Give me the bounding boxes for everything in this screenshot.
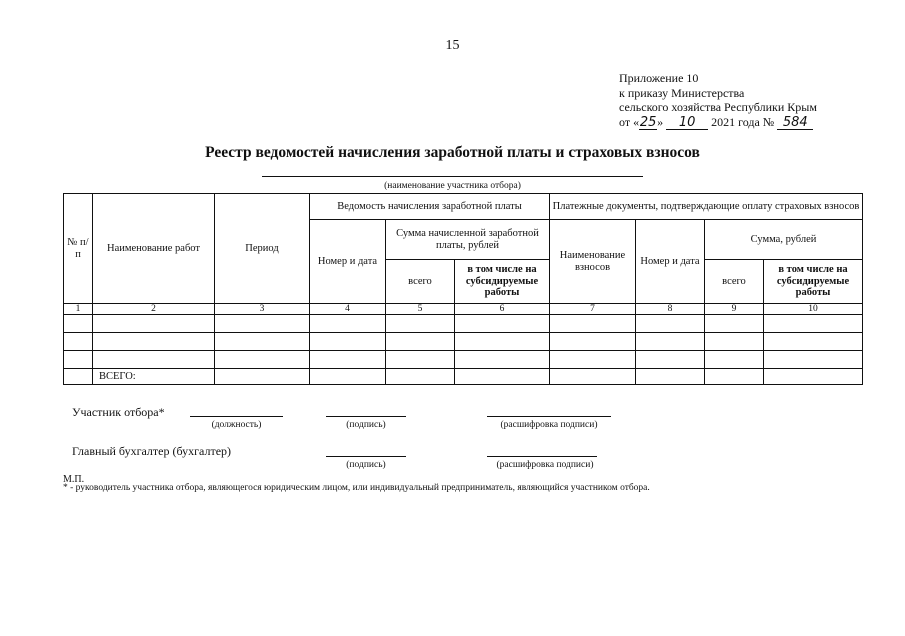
table-cell[interactable] (386, 333, 455, 351)
table-cell[interactable] (64, 333, 93, 351)
table-cell[interactable] (764, 315, 863, 333)
table-cell[interactable] (455, 351, 550, 369)
table-cell[interactable] (455, 333, 550, 351)
table-cell[interactable] (636, 351, 705, 369)
header-payroll-group: Ведомость начисления заработной платы (310, 194, 550, 220)
table-cell[interactable] (93, 315, 215, 333)
signature-line (326, 416, 406, 417)
header-payments-number-date: Номер и дата (636, 220, 705, 304)
table-cell[interactable] (215, 351, 310, 369)
appendix-block (619, 71, 817, 130)
table-cell[interactable] (93, 351, 215, 369)
column-number: 6 (455, 304, 550, 315)
date-mid: » (657, 114, 664, 129)
table-cell[interactable] (705, 351, 764, 369)
header-payroll-total: всего (386, 260, 455, 304)
table-cell[interactable] (215, 369, 310, 385)
header-number: № п/п (64, 194, 93, 304)
header-payments-name: Наименование взносов (550, 220, 636, 304)
position-line (190, 416, 283, 417)
table-cell[interactable] (550, 369, 636, 385)
table-cell[interactable] (764, 333, 863, 351)
column-number: 4 (310, 304, 386, 315)
table-cell[interactable] (64, 315, 93, 333)
signature-caption-2: (подпись) (346, 460, 386, 470)
total-row (64, 369, 863, 385)
table-cell[interactable] (636, 333, 705, 351)
participant-name-line (262, 176, 643, 177)
header-work-name: Наименование работ (93, 194, 215, 304)
column-number: 9 (705, 304, 764, 315)
header-payroll-subsidized: в том числе на субсидируемые работы (455, 260, 550, 304)
table-cell[interactable] (550, 315, 636, 333)
stamp-place: М.П. (63, 474, 85, 485)
date-prefix: от « (619, 114, 640, 129)
signature-line-2 (326, 456, 406, 457)
table-cell[interactable] (764, 369, 863, 385)
table-cell[interactable] (386, 351, 455, 369)
column-number-row (64, 304, 863, 315)
table-cell[interactable] (455, 315, 550, 333)
position-caption: (должность) (211, 420, 262, 430)
table-cell[interactable] (310, 315, 386, 333)
table-cell[interactable] (64, 369, 93, 385)
appendix-line-2: к приказу Министерства (619, 85, 745, 100)
decoding-line (487, 416, 611, 417)
order-date-line (619, 115, 817, 130)
participant-caption: (наименование участника отбора) (384, 181, 521, 191)
decoding-caption-2: (расшифровка подписи) (496, 460, 594, 470)
column-number: 2 (93, 304, 215, 315)
table-row (64, 315, 863, 333)
header-payments-group: Платежные документы, подтверждающие оплату страховых взносов (550, 194, 863, 220)
table-cell[interactable] (64, 351, 93, 369)
table-cell[interactable] (705, 315, 764, 333)
accountant-signature-label: Главный бухгалтер (бухгалтер) (72, 444, 232, 458)
document-title: Реестр ведомостей начисления заработной платы и страховых взносов (205, 144, 700, 161)
decoding-caption: (расшифровка подписи) (500, 420, 598, 430)
header-payroll-number-date: Номер и дата (310, 220, 386, 304)
page-number: 15 (445, 38, 460, 53)
header-period: Период (215, 194, 310, 304)
column-number: 5 (386, 304, 455, 315)
header-payments-sum: Сумма, рублей (705, 220, 863, 260)
column-number: 10 (764, 304, 863, 315)
decoding-line-2 (487, 456, 597, 457)
table-cell[interactable] (386, 369, 455, 385)
handwritten-order-number: 584 (777, 117, 813, 130)
table-cell[interactable] (215, 315, 310, 333)
table-cell[interactable] (386, 315, 455, 333)
signature-caption: (подпись) (346, 420, 386, 430)
total-label: ВСЕГО: (93, 369, 215, 385)
date-year: 2021 года № (711, 114, 775, 129)
table-cell[interactable] (764, 351, 863, 369)
table-cell[interactable] (705, 333, 764, 351)
column-number: 3 (215, 304, 310, 315)
header-payments-total: всего (705, 260, 764, 304)
table-cell[interactable] (550, 351, 636, 369)
appendix-line-3: сельского хозяйства Республики Крым (619, 100, 817, 114)
handwritten-month: 10 (666, 117, 708, 130)
table-cell[interactable] (550, 333, 636, 351)
column-number: 1 (64, 304, 93, 315)
table-cell[interactable] (93, 333, 215, 351)
header-payments-subsidized: в том числе на субсидируемые работы (764, 260, 863, 304)
table-cell[interactable] (705, 369, 764, 385)
table-cell[interactable] (310, 333, 386, 351)
table-cell[interactable] (636, 315, 705, 333)
registry-table (63, 193, 863, 385)
table-row (64, 351, 863, 369)
table-cell[interactable] (455, 369, 550, 385)
participant-signature-label: Участник отбора* (72, 405, 165, 419)
table-row (64, 333, 863, 351)
column-number: 7 (550, 304, 636, 315)
appendix-line-1: Приложение 10 (619, 71, 699, 85)
table-cell[interactable] (215, 333, 310, 351)
table-cell[interactable] (636, 369, 705, 385)
column-number: 8 (636, 304, 705, 315)
header-payroll-sum: Сумма начисленной заработной платы, рублей (386, 220, 550, 260)
table-cell[interactable] (310, 369, 386, 385)
table-cell[interactable] (310, 351, 386, 369)
footnote: * - руководитель участника отбора, являющегося юридическим лицом, или индивидуальный предприниматель, являющийся участником отбора. (63, 483, 650, 493)
handwritten-day: 25 (639, 114, 657, 130)
